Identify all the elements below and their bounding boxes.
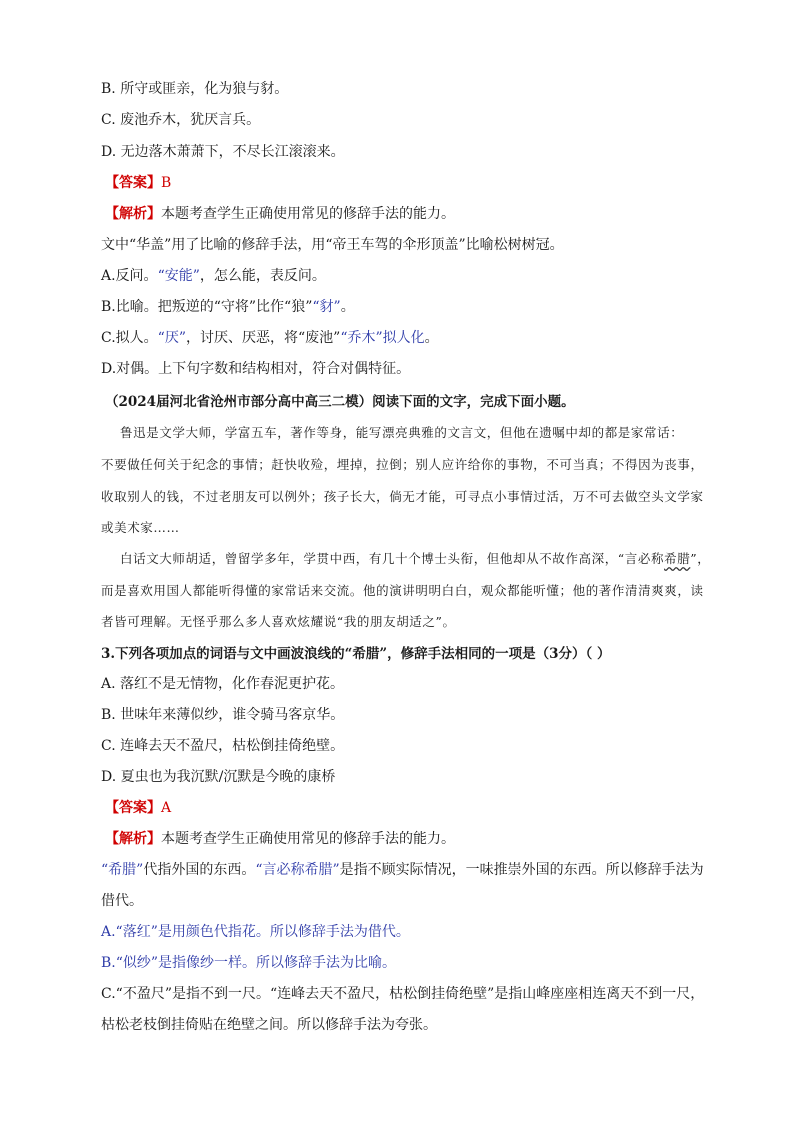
explanation-c [101, 328, 439, 348]
q3-option-b: B. 世味年来薄似纱，谁令骑马客京华。 [101, 707, 345, 723]
analysis-line [105, 204, 455, 224]
passage-p1-line3: 收取别人的钱，不过老朋友可以例外；孩子长大，倘无才能，可寻点小事情过活，万不可去做空头文学家 [101, 489, 704, 504]
question-3-stem: 3.下列各项加点的词语与文中画波浪线的“希腊”，修辞手法相同的一项是（3分）（ ） [101, 646, 611, 662]
q3-option-c: C. 连峰去天不盈尺，枯松倒挂倚绝壁。 [101, 738, 345, 754]
q3-answer-tag: 【答案】 [105, 800, 161, 816]
expl-c-highlight-1: “厌” [157, 330, 186, 346]
passage-p2-line1 [120, 549, 710, 569]
answer-value: B [161, 175, 172, 191]
q3-expl-post: 是指不顾实际情况，一味推崇外国的东西。所以修辞手法为 [339, 862, 704, 878]
analysis-text: 本题考查学生正确使用常见的修辞手法的能力。 [161, 206, 455, 222]
q3-analysis-line [105, 829, 455, 849]
passage-heading: （2024届河北省沧州市部分高中高三二模）阅读下面的文字，完成下面小题。 [105, 394, 575, 410]
q3-explanation-line1 [101, 860, 704, 880]
passage-p1-line1: 鲁迅是文学大师，学富五车，著作等身，能写漂亮典雅的文言文，但他在遗嘱中却的都是家常话： [120, 425, 684, 440]
explanation-b [101, 297, 355, 317]
explanation-d: D.对偶。上下句字数和结构相对，符合对偶特征。 [101, 361, 411, 377]
answer-tag: 【答案】 [105, 175, 161, 191]
expl-a-highlight: “安能” [157, 268, 200, 284]
expl-b-text: B.比喻。把叛逆的“守将”比作“狼” [101, 299, 313, 315]
expl-a-pre: A.反问。 [101, 268, 158, 284]
passage-p1-line2: 不要做任何关于纪念的事情；赶快收殓，埋掉，拉倒；别人应许给你的事物，不可当真；不得因为丧事， [101, 457, 704, 472]
wavy-underlined-word: 希腊 [664, 551, 691, 566]
q3-explanation-a: A.“落红”是用颜色代指花。所以修辞手法为借代。 [101, 924, 410, 940]
passage-p2-line2: 而是喜欢用国人都能听得懂的家常话来交流。他的演讲明明白白，观众都能听懂；他的著作清清爽爽，读 [101, 583, 704, 598]
passage-p1-line4: 或美术家…… [101, 520, 180, 535]
passage-p2-line3: 者皆可理解。无怪乎那么多人喜欢炫耀说“我的朋友胡适之”。 [101, 614, 456, 629]
q3-answer-value: A [161, 800, 172, 816]
q3-option-a: A. 落红不是无情物，化作春泥更护花。 [101, 676, 345, 692]
q3-explanation-c-line1: C.“不盈尺”是指不到一尺。“连峰去天不盈尺，枯松倒挂倚绝壁”是指山峰座座相连离天不到一尺， [101, 986, 705, 1002]
expl-a-post: ，怎么能，表反问。 [199, 268, 326, 284]
q3-answer-line [105, 798, 171, 818]
option-c: C. 废池乔木，犹厌言兵。 [101, 112, 261, 128]
option-b: B. 所守或匪亲，化为狼与豺。 [101, 81, 289, 97]
q3-analysis-text: 本题考查学生正确使用常见的修辞手法的能力。 [161, 831, 455, 847]
p2-line1-pre: 白话文大师胡适，曾留学多年，学贯中西，有几十个博士头衔，但他却从不故作高深，“言必称 [120, 551, 665, 566]
expl-b-post: 。 [340, 299, 355, 315]
q3-expl-mid: 代指外国的东西。 [143, 862, 256, 878]
expl-c-pre: C.拟人。 [101, 330, 158, 346]
q3-expl-highlight-2: “言必称希腊” [255, 862, 340, 878]
explanation-a [101, 266, 326, 286]
expl-c-mid: ，讨厌、厌恶，将“废池” [186, 330, 341, 346]
q3-expl-highlight-1: “希腊” [101, 862, 144, 878]
q3-option-d: D. 夏虫也为我沉默/沉默是今晚的康桥 [101, 769, 336, 785]
q3-explanation-b: B.“似纱”是指像纱一样。所以修辞手法为比喻。 [101, 955, 397, 971]
p2-line1-post: ”， [690, 551, 711, 566]
option-d: D. 无边落木萧萧下，不尽长江滚滚来。 [101, 144, 345, 160]
expl-b-highlight: “豺” [312, 299, 341, 315]
answer-line [105, 173, 171, 193]
expl-c-post: 。 [424, 330, 439, 346]
q3-analysis-tag: 【解析】 [105, 831, 161, 847]
q3-explanation-line2: 借代。 [101, 893, 143, 909]
analysis-tag: 【解析】 [105, 206, 161, 222]
expl-c-highlight-2: “乔木”拟人化 [340, 330, 425, 346]
q3-explanation-c-line2: 枯松老枝倒挂倚贴在绝壁之间。所以修辞手法为夸张。 [101, 1017, 437, 1033]
explanation-line: 文中“华盖”用了比喻的修辞手法，用“帝王车驾的伞形顶盖”比喻松树树冠。 [101, 237, 564, 253]
